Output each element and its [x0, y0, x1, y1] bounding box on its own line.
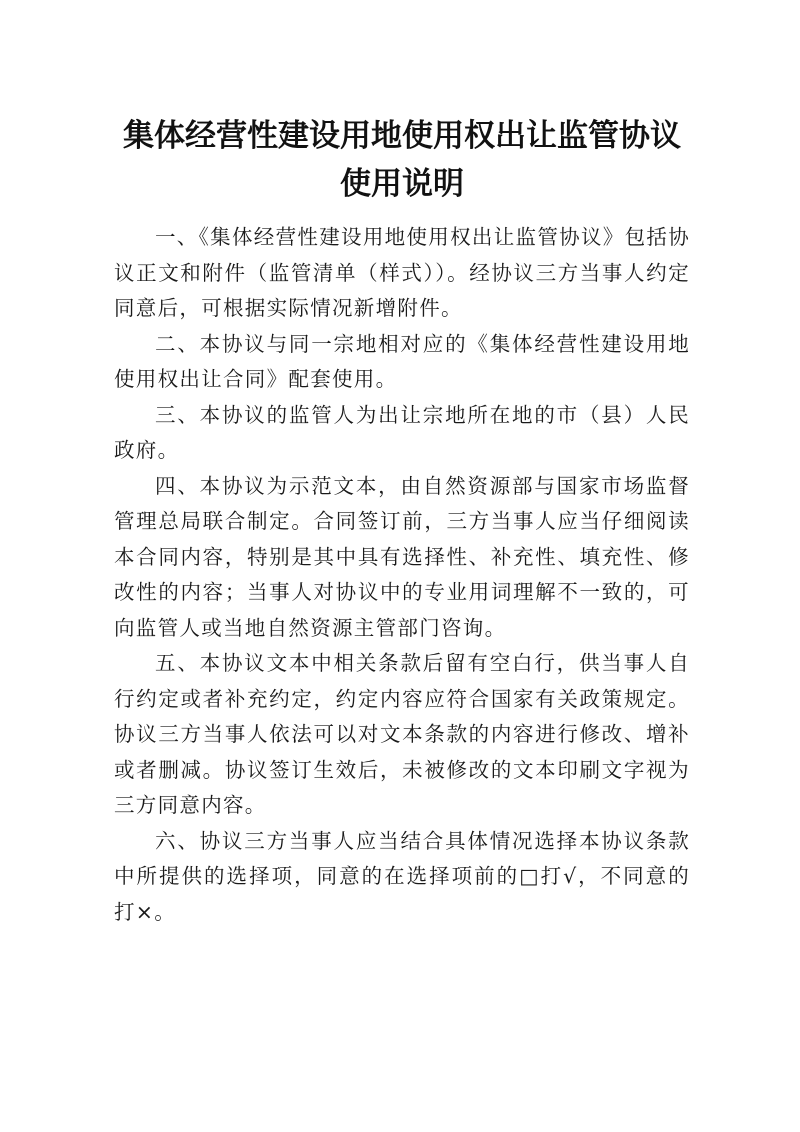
paragraph-1: 一、《集体经营性建设用地使用权出让监管协议》包括协议正文和附件（监管清单（样式））。经协议三方当事人约定同意后，可根据实际情况新增附件。	[114, 225, 690, 320]
paragraph-6: 六、协议三方当事人应当结合具体情况选择本协议条款中所提供的选择项，同意的在选择项前的□打√，不同意的打×。	[114, 828, 690, 924]
document-title	[114, 112, 690, 208]
paragraph-5: 五、本协议文本中相关条款后留有空白行，供当事人自行约定或者补充约定，约定内容应符合国家有关政策规定。协议三方当事人依法可以对文本条款的内容进行修改、增补或者删减。协议签订生效后，未被修改的文本印刷文字视为三方同意内容。	[114, 651, 690, 817]
paragraph-4: 四、本协议为示范文本，由自然资源部与国家市场监督管理总局联合制定。合同签订前，三方当事人应当仔细阅读本合同内容，特别是其中具有选择性、补充性、填充性、修改性的内容；当事人对协议中的专业用词理解不一致的，可向监管人或当地自然资源主管部门咨询。	[114, 473, 690, 640]
paragraph-2: 二、本协议与同一宗地相对应的《集体经营性建设用地使用权出让合同》配套使用。	[114, 331, 690, 391]
document-page	[114, 112, 690, 930]
title-line-2: 使用说明	[340, 166, 464, 202]
title-line-1: 集体经营性建设用地使用权出让监管协议	[123, 118, 681, 154]
document-body	[114, 220, 690, 930]
paragraph-3: 三、本协议的监管人为出让宗地所在地的市（县）人民政府。	[114, 402, 690, 462]
